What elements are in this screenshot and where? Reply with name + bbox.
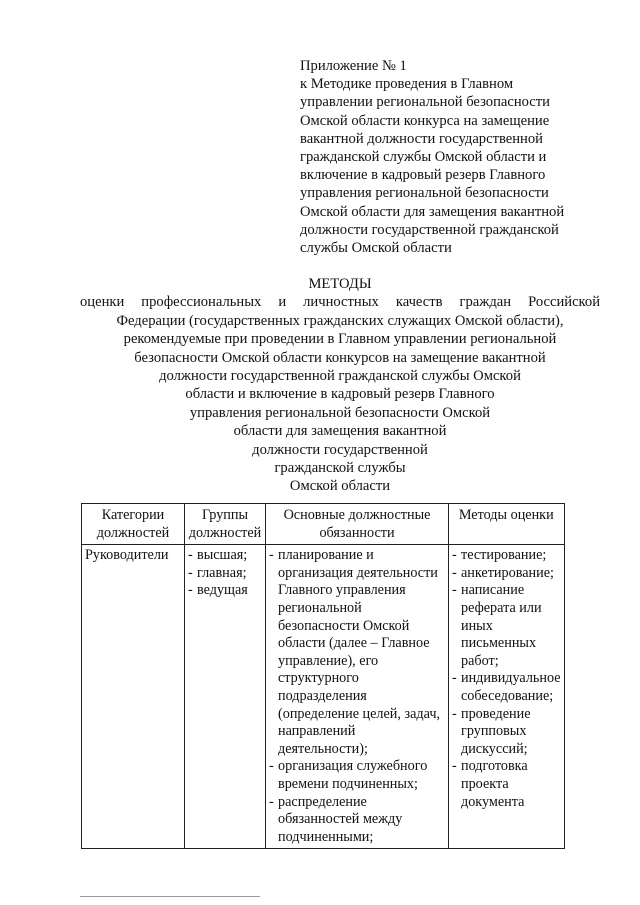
appendix-note (300, 57, 600, 257)
list-item: - организация служебного времени подчиненных; (269, 758, 428, 792)
appendix-line: службы Омской области (300, 240, 452, 257)
title-line: Омской области (289, 478, 391, 495)
header-methods: Методы оценки (449, 504, 565, 545)
appendix-line: управления региональной безопасности (300, 185, 549, 202)
list-item: - подготовка проекта документа (452, 758, 528, 810)
title-line: области для замещения вакантной (233, 423, 447, 440)
title-line: области и включение в кадровый резерв Главного (185, 386, 495, 403)
list-item: - индивидуальное собеседование; (452, 670, 561, 704)
title-line: Федерации (государственных гражданских служащих Омской области), (116, 312, 564, 329)
appendix-line: Омской области конкурса на замещение (300, 112, 550, 129)
cell-methods (449, 545, 565, 849)
cell-groups (185, 545, 266, 849)
appendix-line: гражданской службы Омской области и (300, 149, 547, 166)
appendix-line: Приложение № 1 (300, 58, 407, 74)
appendix-line: вакантной должности государственной (300, 130, 543, 147)
title-heading: МЕТОДЫ (308, 276, 372, 292)
cell-duties (266, 545, 449, 849)
list-item: - тестирование; (452, 547, 547, 564)
title-line: управления региональной безопасности Омской (189, 404, 491, 421)
cell-category: Руководители (82, 545, 185, 849)
list-item: - высшая; (188, 547, 248, 564)
list-item: - проведение групповых дискуссий; (452, 705, 531, 757)
list-item: - главная; (188, 564, 247, 581)
appendix-line: управлении региональной безопасности (300, 94, 550, 111)
header-duties: Основные должностные обязанности (266, 504, 449, 545)
title-line: должности государственной гражданской службы Омской (159, 368, 521, 385)
header-groups: Группы должностей (185, 504, 266, 545)
title-line: безопасности Омской области конкурсов на замещение вакантной (134, 349, 546, 366)
title-line: должности государственной (252, 441, 428, 458)
document-title (80, 275, 600, 496)
table-header-row (82, 504, 565, 545)
list-item: - анкетирование; (452, 564, 554, 581)
table-row (82, 545, 565, 849)
appendix-line: к Методике проведения в Главном (300, 76, 514, 93)
appendix-line: должности государственной гражданской (300, 221, 559, 238)
footer-divider (80, 896, 260, 897)
list-item: - ведущая (188, 582, 248, 599)
appendix-line: Омской области для замещения вакантной (300, 203, 565, 220)
appendix-line: включение в кадровый резерв Главного (300, 167, 546, 184)
title-line: оценки профессиональных и личностных качеств граждан Российской (80, 294, 600, 311)
list-item: - планирование и организация деятельности Главного управления региональной безопасности Омской области (далее – Главное управление), его структурного подразделения (определение целей, задач, направлений деятельности); (269, 547, 441, 757)
header-category: Категории должностей (82, 504, 185, 545)
methods-table (81, 503, 565, 849)
title-line: гражданской службы (274, 460, 406, 477)
list-item: - написание реферата или иных письменных работ; (452, 582, 542, 669)
title-line: рекомендуемые при проведении в Главном управлении региональной (123, 331, 557, 348)
list-item: - распределение обязанностей между подчиненными; (269, 793, 403, 845)
